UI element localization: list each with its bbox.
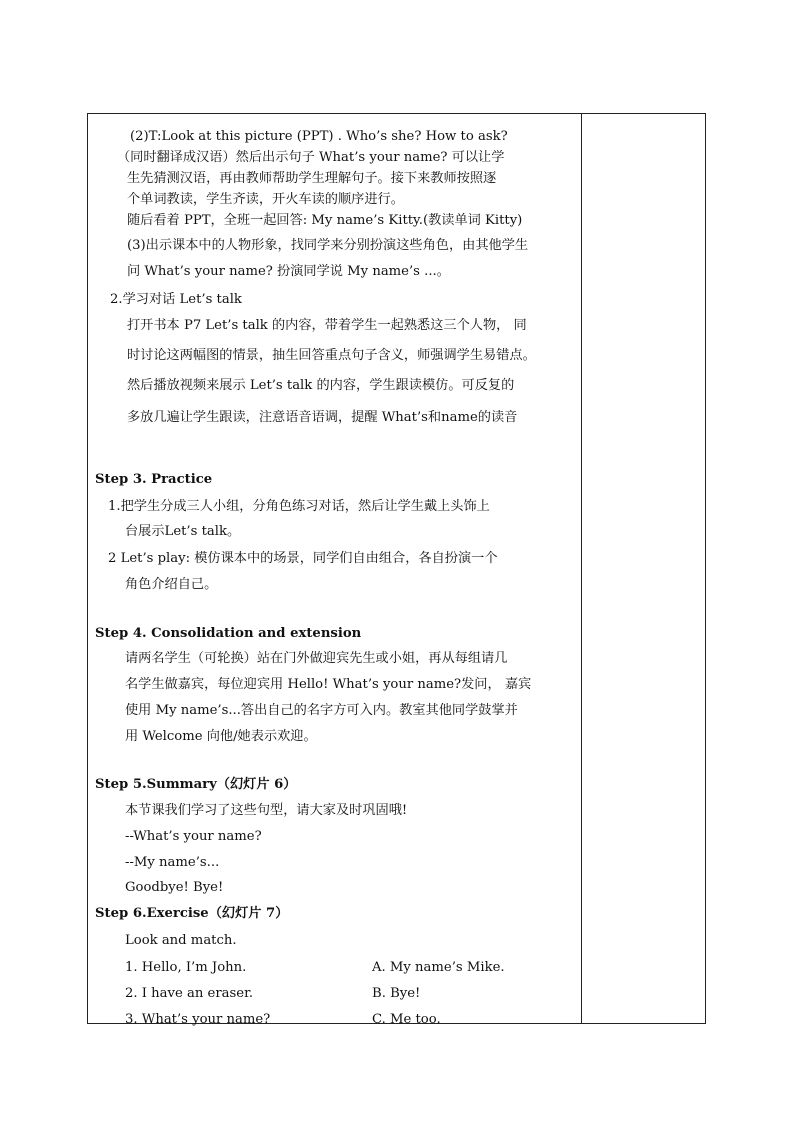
text-line: Look and match. bbox=[125, 933, 237, 948]
text-line: 多放几遍让学生跟读，注意语音语调，提醒 What’s和name的读音 bbox=[127, 410, 518, 425]
exercise-item: 3. What’s your name? bbox=[125, 1012, 271, 1027]
text-line: (2)T:Look at this picture (PPT) . Who’s she? How to ask? bbox=[130, 129, 508, 144]
text-line: (3)出示课本中的人物形象，找同学来分别扮演这些角色，由其他学生 bbox=[127, 238, 529, 253]
exercise-item: 2. I have an eraser. bbox=[125, 986, 254, 1001]
text-line: 角色介绍自己。 bbox=[125, 577, 218, 592]
section-heading: Step 3. Practice bbox=[95, 472, 213, 487]
text-line: 使用 My name’s...答出自己的名字方可入内。教室其他同学鼓掌并 bbox=[125, 703, 518, 718]
exercise-item: 1. Hello, I’m John. bbox=[125, 960, 247, 975]
text-line: 1.把学生分成三人小组，分角色练习对话，然后让学生戴上头饰上 bbox=[108, 499, 490, 514]
text-line: 问 What’s your name? 扮演同学说 My name’s ...。 bbox=[127, 264, 450, 279]
text-line: --What’s your name? bbox=[125, 829, 262, 844]
text-line: 2.学习对话 Let’s talk bbox=[110, 292, 242, 307]
text-line: Goodbye! Bye! bbox=[125, 880, 224, 895]
text-line: 然后播放视频来展示 Let’s talk 的内容，学生跟读模仿。可反复的 bbox=[127, 378, 515, 393]
text-line: 随后看着 PPT，全班一起回答: My name’s Kitty.(教读单词 Kitty) bbox=[127, 213, 523, 228]
text-line: 2 Let’s play: 模仿课本中的场景，同学们自由组合，各自扮演一个 bbox=[108, 551, 498, 566]
text-line: 打开书本 P7 Let’s talk 的内容，带着学生一起熟悉这三个人物， 同 bbox=[127, 318, 527, 333]
section-heading: Step 5.Summary（幻灯片 6） bbox=[95, 777, 297, 792]
text-line: 本节课我们学习了这些句型，请大家及时巩固哦! bbox=[125, 803, 408, 818]
text-line: 生先猜测汉语，再由教师帮助学生理解句子。接下来教师按照逐 bbox=[127, 171, 497, 186]
text-line: （同时翻译成汉语）然后出示句子 What’s your name? 可以让学 bbox=[117, 150, 505, 165]
exercise-answer: B. Bye! bbox=[372, 986, 421, 1001]
text-line: --My name’s... bbox=[125, 855, 220, 870]
section-heading: Step 6.Exercise（幻灯片 7） bbox=[95, 906, 289, 921]
text-line: 台展示Let’s talk。 bbox=[125, 524, 241, 539]
exercise-answer: A. My name’s Mike. bbox=[372, 960, 505, 975]
exercise-answer: C. Me too. bbox=[372, 1012, 441, 1027]
text-line: 名学生做嘉宾，每位迎宾用 Hello! What’s your name?发问， 嘉宾 bbox=[125, 677, 532, 692]
text-line: 请两名学生（可轮换）站在门外做迎宾先生或小姐，再从每组请几 bbox=[125, 651, 508, 666]
column-divider bbox=[581, 113, 582, 1024]
section-heading: Step 4. Consolidation and extension bbox=[95, 626, 362, 641]
text-line: 个单词教读，学生齐读，开火车读的顺序进行。 bbox=[127, 192, 404, 207]
text-line: 用 Welcome 向他/她表示欢迎。 bbox=[125, 729, 317, 744]
text-line: 时讨论这两幅图的情景，抽生回答重点句子含义，师强调学生易错点。 bbox=[127, 348, 536, 363]
